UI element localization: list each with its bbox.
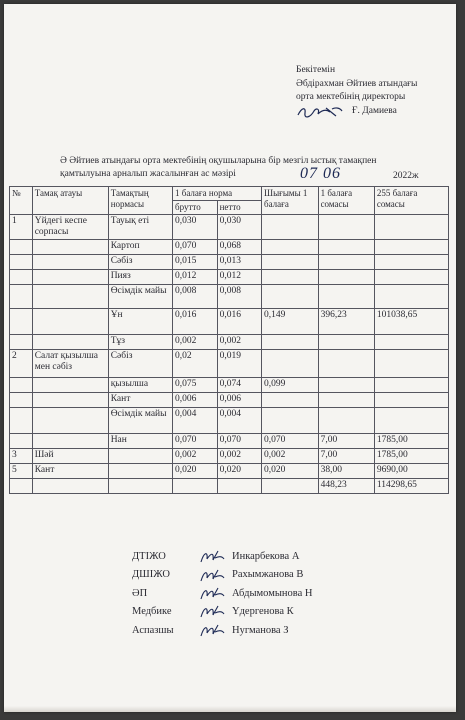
cell-output xyxy=(262,479,319,494)
cell-price-one xyxy=(318,350,374,378)
table-row xyxy=(10,270,449,285)
cell-dish xyxy=(32,378,108,393)
cell-dish: Салат қызылша мен сәбіз xyxy=(32,350,108,378)
cell-netto: 0,006 xyxy=(217,393,261,408)
signature-row xyxy=(132,585,312,603)
cell-output xyxy=(262,350,319,378)
cell-brutto: 0,02 xyxy=(173,350,218,378)
table-row xyxy=(10,215,449,240)
table-row xyxy=(10,464,449,479)
approval-heading: Бекітемін xyxy=(296,65,336,75)
signature-name: Нугманова З xyxy=(232,624,289,636)
cell-price-one xyxy=(318,378,374,393)
cell-product: Сәбіз xyxy=(108,255,172,270)
cell-product xyxy=(108,464,172,479)
table-row xyxy=(10,479,449,494)
cell-price-total: 101038,65 xyxy=(374,309,448,335)
cell-price-one xyxy=(318,285,374,309)
cell-output: 0,149 xyxy=(262,309,319,335)
table-row xyxy=(10,393,449,408)
cell-netto: 0,004 xyxy=(217,408,261,434)
cell-netto: 0,002 xyxy=(217,449,261,464)
cell-brutto: 0,070 xyxy=(173,240,218,255)
cell-dish xyxy=(32,309,108,335)
signature-role: Аспазшы xyxy=(132,624,174,636)
cell-price-one xyxy=(318,215,374,240)
cell-dish xyxy=(32,270,108,285)
table-row xyxy=(10,285,449,309)
table-row xyxy=(10,309,449,335)
header-per-child-norm: 1 балаға норма xyxy=(173,187,262,201)
cell-dish xyxy=(32,255,108,270)
cell-netto: 0,016 xyxy=(217,309,261,335)
header-no: № xyxy=(10,187,33,215)
menu-table xyxy=(9,186,449,494)
cell-no xyxy=(10,285,33,309)
cell-price-one xyxy=(318,408,374,434)
signature-row xyxy=(132,603,312,621)
cell-dish xyxy=(32,479,108,494)
signature-role: ДШІЖО xyxy=(132,569,170,581)
header-brutto: брутто xyxy=(173,201,218,215)
cell-price-total xyxy=(374,255,448,270)
cell-brutto: 0,002 xyxy=(173,335,218,350)
cell-no xyxy=(10,240,33,255)
cell-dish xyxy=(32,393,108,408)
cell-price-total xyxy=(374,215,448,240)
cell-netto: 0,068 xyxy=(217,240,261,255)
cell-output: 0,002 xyxy=(262,449,319,464)
cell-no xyxy=(10,434,33,449)
handwritten-signature xyxy=(198,585,226,603)
table-row xyxy=(10,408,449,434)
header-netto: нетто xyxy=(217,201,261,215)
cell-output xyxy=(262,285,319,309)
header-output: Шығымы 1 балаға xyxy=(262,187,319,215)
cell-price-one: 448,23 xyxy=(318,479,374,494)
cell-netto: 0,074 xyxy=(217,378,261,393)
cell-netto: 0,019 xyxy=(217,350,261,378)
cell-output xyxy=(262,270,319,285)
cell-price-total xyxy=(374,240,448,255)
cell-output xyxy=(262,393,319,408)
cell-brutto: 0,075 xyxy=(173,378,218,393)
cell-output xyxy=(262,215,319,240)
cell-brutto: 0,016 xyxy=(173,309,218,335)
cell-product: Өсімдік майы xyxy=(108,285,172,309)
cell-brutto: 0,015 xyxy=(173,255,218,270)
cell-brutto xyxy=(173,479,218,494)
cell-price-total xyxy=(374,408,448,434)
cell-dish: Шәй xyxy=(32,449,108,464)
cell-dish xyxy=(32,285,108,309)
title-line-1: Ә Әйтиев атындағы орта мектебінің оқушыларына бір мезгіл ыстық тамақпен xyxy=(60,156,377,166)
cell-price-one: 7,00 xyxy=(318,449,374,464)
cell-product: Ұн xyxy=(108,309,172,335)
cell-product: қызылша xyxy=(108,378,172,393)
header-dish: Тамақ атауы xyxy=(32,187,108,215)
table-row xyxy=(10,449,449,464)
director-name: Ғ. Дамиева xyxy=(352,105,397,116)
cell-product: Тұз xyxy=(108,335,172,350)
approval-position: орта мектебінің директоры xyxy=(296,92,406,102)
cell-product: Пияз xyxy=(108,270,172,285)
cell-no: 1 xyxy=(10,215,33,240)
cell-dish xyxy=(32,335,108,350)
signature-role: ӘП xyxy=(132,587,148,599)
handwritten-signature xyxy=(198,567,226,585)
cell-product xyxy=(108,479,172,494)
cell-price-one: 38,00 xyxy=(318,464,374,479)
cell-netto: 0,012 xyxy=(217,270,261,285)
cell-netto: 0,030 xyxy=(217,215,261,240)
cell-brutto: 0,012 xyxy=(173,270,218,285)
approval-school: Әбдірахман Әйтиев атындағы xyxy=(296,78,418,89)
signature-role: ДТІЖО xyxy=(132,551,166,562)
cell-netto: 0,008 xyxy=(217,285,261,309)
cell-dish xyxy=(32,408,108,434)
cell-no xyxy=(10,335,33,350)
header-price-one: 1 балаға сомасы xyxy=(318,187,374,215)
cell-price-total: 114298,65 xyxy=(374,479,448,494)
cell-no xyxy=(10,378,33,393)
cell-product: Картоп xyxy=(108,240,172,255)
cell-dish: Кант xyxy=(32,464,108,479)
cell-price-one xyxy=(318,255,374,270)
cell-netto xyxy=(217,479,261,494)
signature-name: Абдымомынова Н xyxy=(232,587,313,599)
cell-netto: 0,020 xyxy=(217,464,261,479)
cell-price-one xyxy=(318,270,374,285)
table-row xyxy=(10,255,449,270)
cell-brutto: 0,002 xyxy=(173,449,218,464)
cell-output xyxy=(262,255,319,270)
cell-price-total xyxy=(374,285,448,309)
cell-price-one xyxy=(318,240,374,255)
table-row xyxy=(10,335,449,350)
cell-dish xyxy=(32,240,108,255)
cell-product: Тауық еті xyxy=(108,215,172,240)
menu-table-body xyxy=(10,215,449,494)
page-bottom-edge xyxy=(4,706,456,712)
table-row xyxy=(10,350,449,378)
handwritten-signature xyxy=(198,548,226,566)
signature-name: Рахымжанова В xyxy=(232,569,304,581)
cell-product xyxy=(108,449,172,464)
cell-price-one xyxy=(318,335,374,350)
cell-product: Нан xyxy=(108,434,172,449)
cell-output: 0,070 xyxy=(262,434,319,449)
signature-row xyxy=(132,548,312,566)
header-row-1 xyxy=(10,187,449,201)
cell-netto: 0,070 xyxy=(217,434,261,449)
header-price-total: 255 балаға сомасы xyxy=(374,187,448,215)
cell-netto: 0,013 xyxy=(217,255,261,270)
cell-product: Өсімдік майы xyxy=(108,408,172,434)
handwritten-date: 07 06 xyxy=(300,165,341,182)
cell-no xyxy=(10,309,33,335)
cell-no xyxy=(10,479,33,494)
cell-price-total xyxy=(374,393,448,408)
director-signature xyxy=(296,105,344,119)
document-page xyxy=(4,4,456,712)
cell-no xyxy=(10,393,33,408)
signature-role: Медбике xyxy=(132,606,172,618)
cell-output xyxy=(262,335,319,350)
cell-output: 0,099 xyxy=(262,378,319,393)
cell-no xyxy=(10,255,33,270)
director-sign-row xyxy=(296,105,417,119)
table-row xyxy=(10,240,449,255)
cell-brutto: 0,004 xyxy=(173,408,218,434)
cell-no: 3 xyxy=(10,449,33,464)
signature-row xyxy=(132,566,312,584)
signature-name: Инкарбекова А xyxy=(232,551,300,562)
cell-price-total xyxy=(374,335,448,350)
handwritten-signature xyxy=(198,622,226,640)
table-row xyxy=(10,378,449,393)
cell-brutto: 0,070 xyxy=(173,434,218,449)
handwritten-signature xyxy=(198,603,226,621)
cell-brutto: 0,008 xyxy=(173,285,218,309)
signatures-block xyxy=(132,548,312,640)
cell-no xyxy=(10,270,33,285)
cell-no: 2 xyxy=(10,350,33,378)
cell-brutto: 0,030 xyxy=(173,215,218,240)
approval-block xyxy=(296,64,417,119)
cell-price-total xyxy=(374,378,448,393)
title-line-2: қамтылуына арналып жасалынған ас мәзірі xyxy=(60,169,236,179)
document-title xyxy=(60,155,450,181)
cell-brutto: 0,020 xyxy=(173,464,218,479)
cell-price-total xyxy=(374,350,448,378)
cell-product: Кант xyxy=(108,393,172,408)
year: 2022ж xyxy=(393,171,419,181)
header-norm: Тамақтың нормасы xyxy=(108,187,172,215)
signature-name: Үдергенова К xyxy=(232,606,294,618)
cell-output xyxy=(262,240,319,255)
cell-dish: Үйдегі кеспе сорпасы xyxy=(32,215,108,240)
cell-price-one: 396,23 xyxy=(318,309,374,335)
cell-price-total xyxy=(374,270,448,285)
cell-dish xyxy=(32,434,108,449)
cell-price-total: 1785,00 xyxy=(374,449,448,464)
cell-no: 5 xyxy=(10,464,33,479)
cell-no xyxy=(10,408,33,434)
cell-output xyxy=(262,408,319,434)
cell-output: 0,020 xyxy=(262,464,319,479)
cell-netto: 0,002 xyxy=(217,335,261,350)
cell-price-total: 9690,00 xyxy=(374,464,448,479)
cell-brutto: 0,006 xyxy=(173,393,218,408)
cell-product: Сәбіз xyxy=(108,350,172,378)
table-row xyxy=(10,434,449,449)
cell-price-one xyxy=(318,393,374,408)
signature-row xyxy=(132,622,312,640)
cell-price-one: 7,00 xyxy=(318,434,374,449)
cell-price-total: 1785,00 xyxy=(374,434,448,449)
